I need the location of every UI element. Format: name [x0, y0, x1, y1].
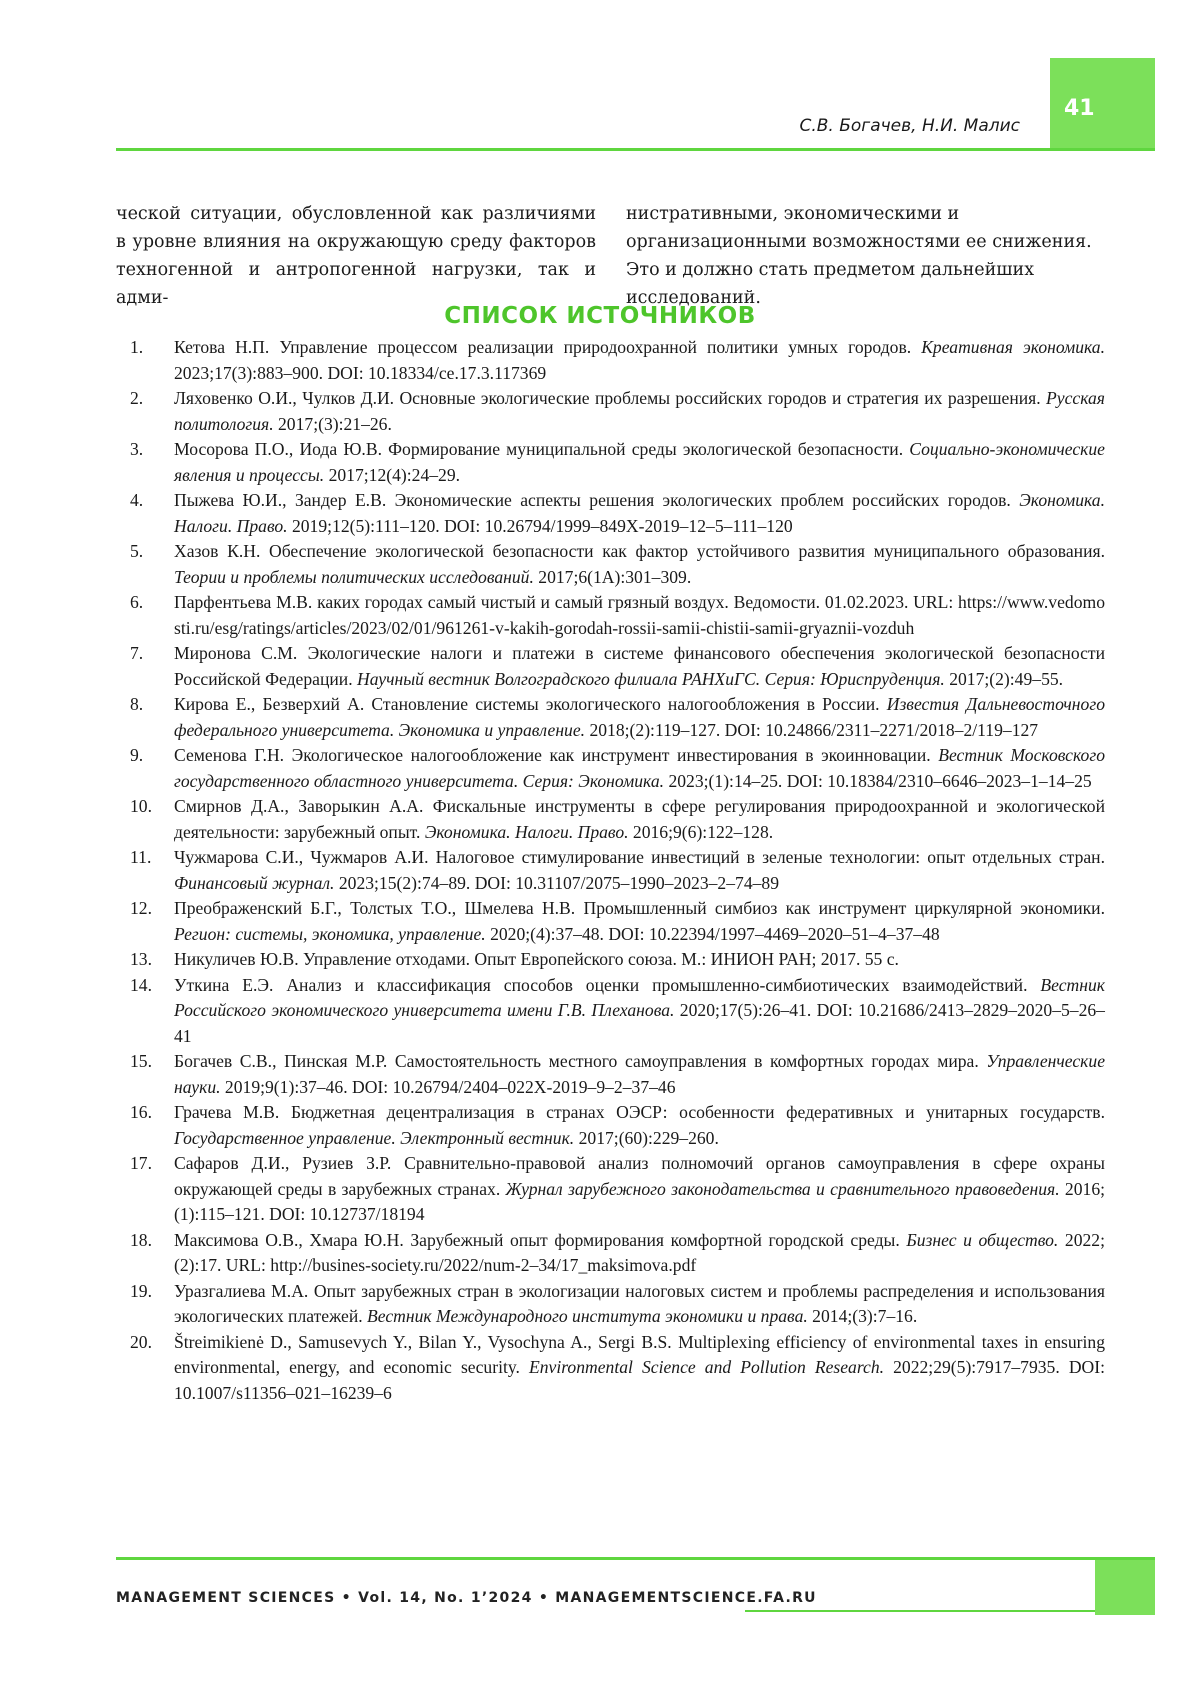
reference-item: [130, 590, 1105, 641]
reference-number: 14.: [130, 974, 152, 995]
reference-source: Экономика. Налоги. Право.: [174, 490, 1105, 536]
reference-number: 1.: [130, 337, 144, 357]
reference-number: 2.: [130, 388, 144, 408]
reference-authors-title: Грачева М.В. Бюджетная децентрализация в странах ОЭСР: особенности федеративных и унитарных государств.: [174, 1102, 1105, 1122]
reference-text: [172, 973, 1105, 1050]
reference-details: 2017;(2):49–55.: [944, 668, 1064, 689]
reference-item: [130, 1100, 1105, 1151]
reference-source: Социально-экономические явления и процессы.: [174, 439, 1105, 485]
reference-item: [130, 488, 1105, 539]
reference-details: 2023;15(2):74–89. DOI: 10.31107/2075–1990–2023–2–74–89: [334, 872, 780, 893]
reference-number: 9.: [130, 745, 144, 765]
reference-authors-title: Кетова Н.П. Управление процессом реализации природоохранной политики умных городов.: [174, 337, 922, 357]
reference-text: [172, 590, 1105, 641]
reference-text: [172, 947, 1105, 973]
reference-source: Русская политология.: [174, 388, 1105, 434]
reference-item: [130, 386, 1105, 437]
reference-source: Вестник Международного института экономики и права.: [367, 1306, 808, 1326]
reference-source: Экономика. Налоги. Право.: [424, 821, 629, 842]
intro-paragraph: [116, 200, 1106, 312]
reference-text: [172, 1049, 1105, 1100]
reference-text: [172, 1330, 1105, 1407]
reference-number: 17.: [130, 1153, 152, 1173]
footer-rule: [116, 1557, 1155, 1560]
reference-item: [130, 1228, 1105, 1279]
reference-text: [172, 335, 1105, 386]
reference-item: [130, 692, 1105, 743]
reference-details: 2019;9(1):37–46. DOI: 10.26794/2404–022X-2019–9–2–37–46: [220, 1076, 676, 1097]
reference-text: [172, 539, 1105, 590]
reference-source: Бизнес и общество.: [906, 1229, 1059, 1250]
reference-item: [130, 539, 1105, 590]
reference-details: 2017;(3):21–26.: [273, 413, 392, 434]
reference-details: 2017;6(1А):301–309.: [533, 566, 692, 587]
reference-number: 8.: [130, 694, 144, 714]
reference-source: Журнал зарубежного законодательства и сравнительного правоведения.: [505, 1178, 1060, 1199]
reference-number: 13.: [130, 949, 152, 969]
reference-item: [130, 641, 1105, 692]
reference-text: [172, 437, 1105, 488]
reference-authors-title: Сафаров Д.И., Рузиев З.Р. Сравнительно-правовой анализ полномочий органов самоуправления в сфере охраны окружающей среды в зарубежных странах.: [174, 1153, 1105, 1199]
reference-number: 4.: [130, 490, 144, 510]
reference-number: 18.: [130, 1229, 152, 1250]
journal-footer: MANAGEMENT SCIENCES • Vol. 14, No. 1’2024 • MANAGEMENTSCIENCE.FA.RU: [116, 1590, 817, 1606]
reference-item: [130, 947, 1105, 973]
reference-source: Теории и проблемы политических исследований.: [174, 566, 534, 587]
footer-underline: [745, 1610, 1095, 1612]
reference-details: 2016;9(6):122–128.: [628, 821, 774, 842]
reference-item: [130, 1151, 1105, 1228]
reference-item: [130, 437, 1105, 488]
reference-details: 2020;(4):37–48. DOI: 10.22394/1997–4469–2020–51–4–37–48: [485, 923, 940, 944]
reference-text: [172, 743, 1105, 794]
reference-authors-title: Уткина Е.Э. Анализ и классификация способов оценки промышленно-симбиотических взаимодействий.: [174, 974, 1041, 995]
reference-text: [172, 794, 1105, 845]
reference-text: [172, 488, 1105, 539]
reference-item: [130, 845, 1105, 896]
reference-source: Управленческие науки.: [174, 1051, 1105, 1097]
reference-details: 2018;(2):119–127. DOI: 10.24866/2311–2271/2018–2/119–127: [585, 719, 1039, 740]
reference-text: [172, 692, 1105, 743]
reference-text: [172, 845, 1105, 896]
reference-details: 2017;12(4):24–29.: [324, 464, 461, 485]
reference-source: Креативная экономика.: [921, 337, 1105, 357]
reference-authors-title: Семенова Г.Н. Экологическое налогообложение как инструмент инвестирования в экоинновации.: [174, 745, 939, 765]
reference-source: Государственное управление. Электронный вестник.: [174, 1127, 575, 1148]
footer-accent-box: [1095, 1560, 1155, 1615]
header-authors: С.В. Богачев, Н.И. Малис: [799, 116, 1020, 136]
reference-authors-title: Парфентьева М.В. каких городах самый чистый и самый грязный воздух. Ведомости. 01.02.2023. URL: https://www.vedomosti.ru/esg/ratings/articles/2023/02/01/961261-v-kakih-gorodah-rossii-samii-chistii-samii-gryaznii-vozduh: [174, 592, 1105, 638]
reference-authors-title: Уразгалиева М.А. Опыт зарубежных стран в экологизации налоговых систем и проблемы распределения и использования экологических платежей.: [174, 1280, 1105, 1326]
reference-item: [130, 1279, 1105, 1330]
reference-source: Финансовый журнал.: [174, 872, 335, 893]
reference-source: Вестник Российского экономического университета имени Г.В. Плеханова.: [174, 974, 1105, 1020]
reference-authors-title: Миронова С.М. Экологические налоги и платежи в системе финансового обеспечения экологической безопасности Российской Федерации.: [174, 643, 1105, 689]
reference-item: [130, 896, 1105, 947]
reference-number: 3.: [130, 439, 144, 459]
reference-authors-title: Пыжева Ю.И., Зандер Е.В. Экономические аспекты решения экологических проблем российских городов.: [174, 490, 1020, 510]
reference-authors-title: Максимова О.В., Хмара Ю.Н. Зарубежный опыт формирования комфортной городской среды.: [174, 1229, 907, 1250]
reference-source: Вестник Московского государственного областного университета. Серия: Экономика.: [174, 745, 1105, 791]
reference-number: 6.: [130, 592, 144, 612]
reference-item: [130, 743, 1105, 794]
reference-source: Environmental Science and Pollution Research.: [528, 1357, 885, 1377]
reference-details: 2022;(2):17. URL: http://busines-society.ru/2022/num-2–34/17_maksimova.pdf: [174, 1229, 1105, 1275]
reference-text: [172, 896, 1105, 947]
reference-authors-title: Смирнов Д.А., Заворыкин А.А. Фискальные инструменты в сфере регулирования природоохранной и экологической деятельности: зарубежный опыт.: [174, 796, 1105, 842]
reference-text: [172, 1228, 1105, 1279]
reference-authors-title: Преображенский Б.Г., Толстых Т.О., Шмелева Н.В. Промышленный симбиоз как инструмент циркулярной экономики.: [174, 898, 1105, 918]
reference-authors-title: Мосорова П.О., Иода Ю.В. Формирование муниципальной среды экологической безопасности.: [174, 439, 910, 459]
reference-details: 2016;(1):115–121. DOI: 10.12737/18194: [174, 1178, 1105, 1224]
reference-details: 2023;17(3):883–900. DOI: 10.18334/ce.17.3.117369: [174, 362, 547, 383]
reference-details: 2019;12(5):111–120. DOI: 10.26794/1999–849X-2019–12–5–111–120: [287, 515, 793, 536]
reference-text: [172, 1151, 1105, 1228]
reference-details: 2017;(60):229–260.: [574, 1127, 719, 1148]
references-heading: СПИСОК ИСТОЧНИКОВ: [444, 303, 756, 329]
reference-source: Научный вестник Волгоградского филиала РАНХиГС. Серия: Юриспруденция.: [357, 668, 945, 689]
reference-authors-title: Богачев С.В., Пинская М.Р. Самостоятельность местного самоуправления в комфортных городах мира.: [174, 1051, 987, 1071]
reference-source: Регион: системы, экономика, управление.: [174, 923, 486, 944]
reference-number: 19.: [130, 1280, 152, 1301]
reference-text: [172, 641, 1105, 692]
reference-item: [130, 1330, 1105, 1407]
reference-number: 11.: [130, 847, 152, 867]
reference-list: [130, 335, 1105, 1406]
intro-column-right: нистративными, экономическими и организационными возможностями ее снижения. Это и должно стать предметом дальнейших исследований.: [626, 204, 1092, 308]
reference-number: 10.: [130, 796, 152, 816]
reference-number: 12.: [130, 898, 152, 918]
reference-authors-title: Чужмарова С.И., Чужмаров А.И. Налоговое стимулирование инвестиций в зеленые технологии: опыт отдельных стран.: [174, 847, 1105, 867]
reference-number: 20.: [130, 1331, 152, 1352]
reference-authors-title: Štreimikienė D., Samusevych Y., Bilan Y., Vysochyna A., Sergi B.S. Multiplexing efficiency of environmental taxes in ensuring environmental, energy, and economic security.: [174, 1331, 1105, 1377]
reference-text: [172, 386, 1105, 437]
reference-details: 2022;29(5):7917–7935. DOI: 10.1007/s11356–021–16239–6: [174, 1357, 1105, 1403]
reference-number: 7.: [130, 643, 144, 663]
reference-number: 15.: [130, 1051, 152, 1071]
reference-item: [130, 794, 1105, 845]
reference-authors-title: Никуличев Ю.В. Управление отходами. Опыт Европейского союза. М.: ИНИОН РАН; 2017. 55 с.: [174, 949, 899, 969]
reference-text: [172, 1279, 1105, 1330]
reference-number: 5.: [130, 541, 144, 561]
reference-authors-title: Кирова Е., Безверхий А. Становление системы экологического налогообложения в России.: [174, 694, 887, 714]
reference-number: 16.: [130, 1102, 152, 1122]
reference-text: [172, 1100, 1105, 1151]
header-rule: [116, 148, 1155, 151]
reference-item: [130, 1049, 1105, 1100]
reference-details: 2023;(1):14–25. DOI: 10.18384/2310–6646–2023–1–14–25: [664, 770, 1092, 791]
reference-authors-title: Хазов К.Н. Обеспечение экологической безопасности как фактор устойчивого развития муниципального образования.: [174, 541, 1105, 561]
intro-column-left: ческой ситуации, обусловленной как различиями в уровне влияния на окружающую среду факторов техногенной и антропогенной нагрузки, так и адми-: [116, 204, 596, 308]
reference-source: Известия Дальневосточного федерального университета. Экономика и управление.: [174, 694, 1105, 740]
page-number: 41: [1064, 96, 1095, 121]
reference-details: 2014;(3):7–16.: [807, 1306, 918, 1326]
reference-authors-title: Ляховенко О.И., Чулков Д.И. Основные экологические проблемы российских городов и стратегия их разрешения.: [174, 388, 1047, 408]
reference-item: [130, 973, 1105, 1050]
reference-item: [130, 335, 1105, 386]
reference-details: 2020;17(5):26–41. DOI: 10.21686/2413–2829–2020–5–26–41: [174, 1000, 1105, 1046]
